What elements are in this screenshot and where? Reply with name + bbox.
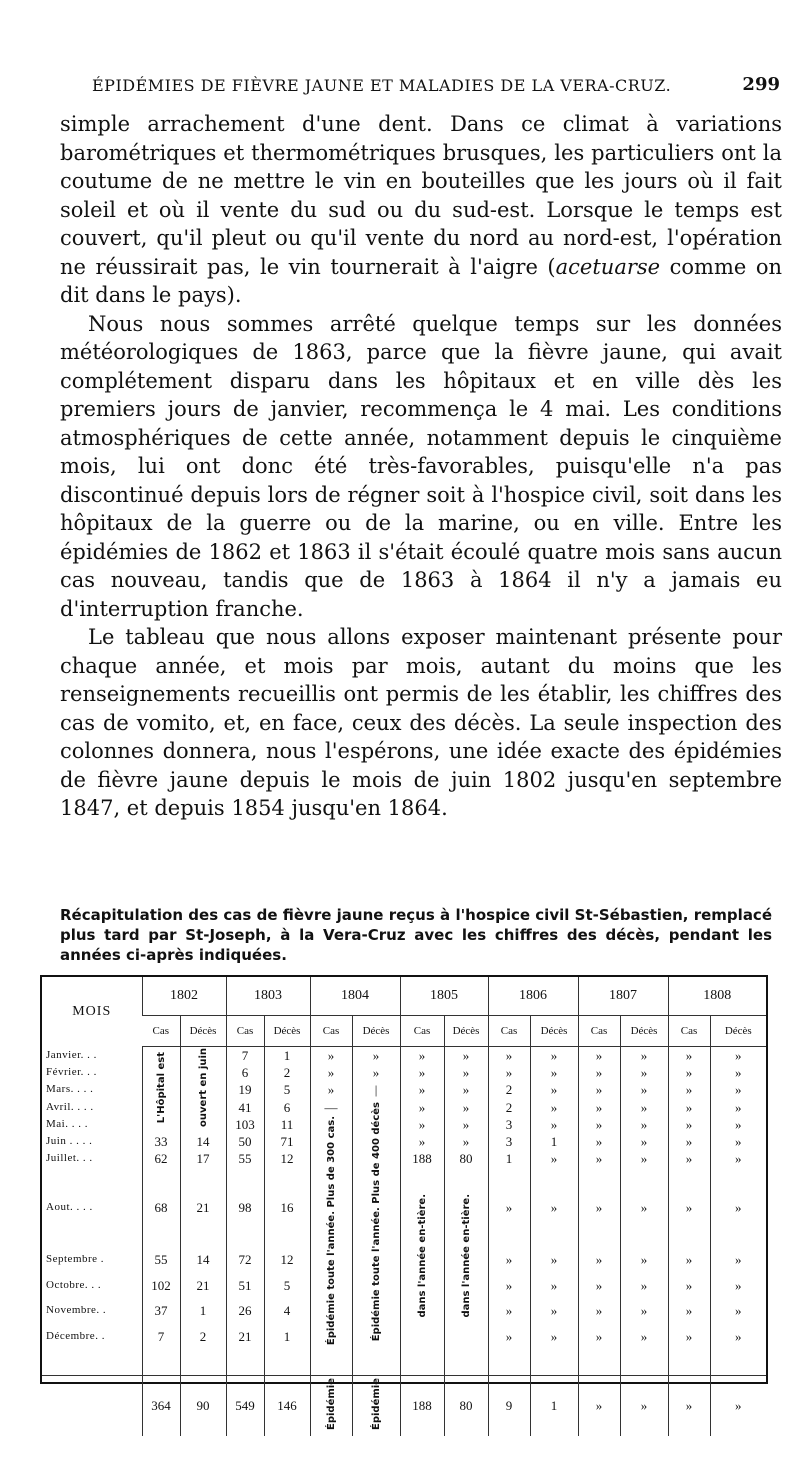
deces-1806: » xyxy=(530,1298,578,1324)
year-header: 1804 xyxy=(310,977,400,1016)
cas-1802: 55 xyxy=(142,1247,180,1273)
table-row xyxy=(42,1047,766,1065)
paragraph-1-end: comme on dit dans le pays). xyxy=(60,254,782,307)
cas-1803: 98 xyxy=(226,1167,264,1247)
deces-1807: » xyxy=(620,1133,668,1150)
deces-1807: » xyxy=(620,1081,668,1098)
cas-1807: » xyxy=(578,1150,620,1167)
month-label: Mai. . . . xyxy=(46,1117,88,1130)
cas-header: Cas xyxy=(668,1016,710,1047)
deces-header: Décès xyxy=(620,1016,668,1047)
cas-1804: » xyxy=(310,1047,352,1065)
deces-1807: » xyxy=(620,1247,668,1273)
table-row xyxy=(42,1150,766,1167)
cas-1807: » xyxy=(578,1272,620,1298)
epidemic-note-1804-deces-cell xyxy=(352,1099,400,1349)
year-header: 1803 xyxy=(226,977,310,1016)
deces-1808: » xyxy=(710,1247,766,1273)
month-label: Mars. . . . xyxy=(46,1083,94,1096)
cas-1805: » xyxy=(400,1064,444,1081)
deces-1802: 17 xyxy=(180,1150,226,1167)
deces-1805: » xyxy=(444,1047,488,1065)
cas-1804: — xyxy=(310,1099,352,1116)
cas-header: Cas xyxy=(310,1016,352,1047)
deces-1802: 14 xyxy=(180,1133,226,1150)
cas-1808: » xyxy=(668,1133,710,1150)
paragraph-1-text: simple arrachement d'une dent. Dans ce climat à variations barométriques et thermométriques brusques, les particuliers ont la coutume de ne mettre le vin en bouteilles que les jours où il fait soleil et où il vente du sud ou du sud-est. Lorsque le temps est couvert, qu'il pleut ou qu'il vente du nord au nord-est, l'opération ne réussirait pas, le vin tournerait à l'aigre ( xyxy=(60,112,782,279)
deces-1807: » xyxy=(620,1298,668,1324)
year-header: 1806 xyxy=(488,977,578,1016)
deces-1807: » xyxy=(620,1064,668,1081)
deces-1806: » xyxy=(530,1167,578,1247)
cas-1808: » xyxy=(668,1116,710,1133)
cas-1808: » xyxy=(668,1047,710,1065)
paragraph-3: Le tableau que nous allons exposer maintenant présente pour chaque année, et mois par mois, autant du moins que les renseignements recueillis ont permis de les établir, les chiffres des cas de vomito, et, en face, ceux des décès. La seule inspection des colonnes donnera, nous l'espérons, une idée exacte des épidémies de fièvre jaune depuis le mois de juin 1802 jusqu'en septembre 1847, et depuis 1854 jusqu'en 1864. xyxy=(60,625,782,820)
deces-1808: » xyxy=(710,1133,766,1150)
cas-1802: 68 xyxy=(142,1167,180,1247)
deces-1802: 21 xyxy=(180,1167,226,1247)
deces-1803: 4 xyxy=(264,1298,310,1324)
sub-header-row xyxy=(42,1016,766,1047)
deces-1808: » xyxy=(710,1099,766,1116)
empty-cell xyxy=(226,1349,264,1376)
cas-1807: » xyxy=(578,1133,620,1150)
deces-1802: 14 xyxy=(180,1247,226,1273)
deces-1802: 21 xyxy=(180,1272,226,1298)
data-table-frame xyxy=(40,975,768,1430)
deces-1808: » xyxy=(710,1047,766,1065)
epidemic-note-1804-cas: Épidémie toute l'année. Plus de 300 cas. xyxy=(325,1115,337,1345)
deces-1807: » xyxy=(620,1150,668,1167)
totals-label xyxy=(42,1375,142,1436)
total-cas-1807: » xyxy=(578,1375,620,1436)
total-cas-1808: » xyxy=(668,1375,710,1436)
cas-1802: 37 xyxy=(142,1298,180,1324)
deces-1804: » xyxy=(352,1047,400,1065)
deces-1805: » xyxy=(444,1099,488,1116)
opening-note: ouvert en juin xyxy=(197,1048,209,1128)
opening-note-cell xyxy=(180,1047,226,1133)
table-row xyxy=(42,1167,766,1247)
empty-cell xyxy=(710,1349,766,1376)
empty-cell xyxy=(142,1349,180,1376)
cas-1807: » xyxy=(578,1323,620,1349)
deces-header: Décès xyxy=(444,1016,488,1047)
cas-1803: 26 xyxy=(226,1298,264,1324)
epidemic-note-1804-cas-cell xyxy=(310,1116,352,1349)
deces-1806: » xyxy=(530,1047,578,1065)
year-header: 1802 xyxy=(142,977,226,1016)
empty-cell xyxy=(352,1349,400,1376)
cas-1806: » xyxy=(488,1323,530,1349)
body-text xyxy=(60,110,782,823)
empty-cell xyxy=(400,1349,444,1376)
table-row xyxy=(42,1133,766,1150)
deces-1806: » xyxy=(530,1064,578,1081)
deces-1808: » xyxy=(710,1167,766,1247)
cas-1807: » xyxy=(578,1099,620,1116)
cas-1807: » xyxy=(578,1298,620,1324)
month-label: Juin . . . . xyxy=(46,1135,93,1148)
deces-1808: » xyxy=(710,1323,766,1349)
total-deces-1803: 146 xyxy=(264,1375,310,1436)
deces-1806: » xyxy=(530,1272,578,1298)
cas-1806: 2 xyxy=(488,1099,530,1116)
cas-1802: 62 xyxy=(142,1150,180,1167)
cas-1803: 41 xyxy=(226,1099,264,1116)
cas-1806: » xyxy=(488,1047,530,1065)
year-note-1805-deces: dans l'année en-tière. xyxy=(460,1194,472,1318)
cas-1808: » xyxy=(668,1081,710,1098)
total-deces-1808: » xyxy=(710,1375,766,1436)
cas-1803: 103 xyxy=(226,1116,264,1133)
total-deces-1807: » xyxy=(620,1375,668,1436)
total-deces-1805: 80 xyxy=(444,1375,488,1436)
cas-1803: 51 xyxy=(226,1272,264,1298)
deces-1803: 1 xyxy=(264,1047,310,1065)
epidemic-note-1804-deces: Épidémie toute l'année. Plus de 400 décès xyxy=(370,1102,382,1342)
cas-1807: » xyxy=(578,1047,620,1065)
deces-1807: » xyxy=(620,1116,668,1133)
deces-1803: 16 xyxy=(264,1167,310,1247)
empty-cell xyxy=(620,1349,668,1376)
cas-1806: » xyxy=(488,1272,530,1298)
year-note-1805-deces-cell xyxy=(444,1167,488,1349)
cas-1808: » xyxy=(668,1272,710,1298)
page-number: 299 xyxy=(742,74,780,95)
empty-cell xyxy=(42,1349,142,1376)
hospital-note-cell xyxy=(142,1047,180,1133)
cas-1808: » xyxy=(668,1298,710,1324)
deces-header: Décès xyxy=(352,1016,400,1047)
cas-1807: » xyxy=(578,1116,620,1133)
data-table xyxy=(42,977,766,1436)
deces-1803: 12 xyxy=(264,1247,310,1273)
cas-1806: » xyxy=(488,1064,530,1081)
deces-header: Décès xyxy=(264,1016,310,1047)
deces-1808: » xyxy=(710,1081,766,1098)
cas-1806: 2 xyxy=(488,1081,530,1098)
deces-1803: 6 xyxy=(264,1099,310,1116)
deces-header: Décès xyxy=(180,1016,226,1047)
italic-term: acetuarse xyxy=(555,254,661,279)
cas-1807: » xyxy=(578,1064,620,1081)
deces-1808: » xyxy=(710,1272,766,1298)
deces-1808: » xyxy=(710,1064,766,1081)
month-label: Aout. . . . xyxy=(46,1200,93,1213)
deces-1806: » xyxy=(530,1247,578,1273)
spacer-row xyxy=(42,1349,766,1376)
cas-1808: » xyxy=(668,1323,710,1349)
deces-1803: 12 xyxy=(264,1150,310,1167)
empty-cell xyxy=(578,1349,620,1376)
deces-1806: » xyxy=(530,1116,578,1133)
cas-1807: » xyxy=(578,1167,620,1247)
empty-cell xyxy=(530,1349,578,1376)
cas-1805: » xyxy=(400,1099,444,1116)
cas-1805: » xyxy=(400,1047,444,1065)
running-title: ÉPIDÉMIES DE FIÈVRE JAUNE ET MALADIES DE LA VERA-CRUZ. xyxy=(92,76,672,95)
cas-1807: » xyxy=(578,1247,620,1273)
cas-1803: 19 xyxy=(226,1081,264,1098)
cas-1805-total: 188 xyxy=(400,1150,444,1167)
cas-1804: » xyxy=(310,1081,352,1098)
total-cas-1805: 188 xyxy=(400,1375,444,1436)
deces-1807: » xyxy=(620,1047,668,1065)
total-cas-1804-cell xyxy=(310,1375,352,1436)
deces-1804: | xyxy=(352,1081,400,1098)
hospital-note: L'Hôpital est xyxy=(155,1052,167,1124)
cas-1808: » xyxy=(668,1099,710,1116)
total-deces-1802: 90 xyxy=(180,1375,226,1436)
cas-1803: 21 xyxy=(226,1323,264,1349)
total-cas-1806: 9 xyxy=(488,1375,530,1436)
cas-header: Cas xyxy=(400,1016,444,1047)
deces-1803: 2 xyxy=(264,1064,310,1081)
deces-1803: 1 xyxy=(264,1323,310,1349)
month-label: Octobre. . . xyxy=(46,1278,102,1291)
cas-1805: » xyxy=(400,1116,444,1133)
cas-1806: » xyxy=(488,1298,530,1324)
total-deces-1804-cell xyxy=(352,1375,400,1436)
cas-1803: 55 xyxy=(226,1150,264,1167)
month-label: Février. . . xyxy=(46,1066,97,1079)
deces-header: Décès xyxy=(710,1016,766,1047)
empty-cell xyxy=(444,1349,488,1376)
month-label: Septembre . xyxy=(46,1253,105,1266)
cas-1806: 3 xyxy=(488,1133,530,1150)
cas-1808: » xyxy=(668,1150,710,1167)
empty-cell xyxy=(668,1349,710,1376)
deces-1805: » xyxy=(444,1064,488,1081)
cas-header: Cas xyxy=(488,1016,530,1047)
totals-row xyxy=(42,1375,766,1436)
deces-1806: » xyxy=(530,1081,578,1098)
deces-1804: » xyxy=(352,1064,400,1081)
paragraph-1 xyxy=(60,110,782,310)
cas-1808: » xyxy=(668,1247,710,1273)
cas-1803: 7 xyxy=(226,1047,264,1065)
year-header: 1807 xyxy=(578,977,668,1016)
table-caption: Récapitulation des cas de fièvre jaune reçus à l'hospice civil St-Sébastien, remplacé plus tard par St-Joseph, à la Vera-Cruz avec les chiffres des décès, pendant les années ci-après indiquées. xyxy=(60,906,772,964)
total-cas-1804: Épidémie xyxy=(325,1377,337,1430)
mois-header: MOIS xyxy=(72,1003,112,1019)
year-header: 1808 xyxy=(668,977,766,1016)
year-note-1805-cas: dans l'année en-tière. xyxy=(416,1194,428,1318)
table-body xyxy=(42,1047,766,1436)
month-label: Décembre. . xyxy=(46,1329,105,1342)
deces-1803: 11 xyxy=(264,1116,310,1133)
cas-1808: » xyxy=(668,1064,710,1081)
deces-1807: » xyxy=(620,1099,668,1116)
deces-1806: » xyxy=(530,1150,578,1167)
deces-1805: » xyxy=(444,1116,488,1133)
cas-1805: » xyxy=(400,1081,444,1098)
deces-1808: » xyxy=(710,1298,766,1324)
deces-1807: » xyxy=(620,1323,668,1349)
cas-1808: » xyxy=(668,1167,710,1247)
cas-1803: 72 xyxy=(226,1247,264,1273)
cas-1806: » xyxy=(488,1247,530,1273)
cas-1803: 50 xyxy=(226,1133,264,1150)
total-cas-1802: 364 xyxy=(142,1375,180,1436)
empty-cell xyxy=(180,1349,226,1376)
cas-1806: » xyxy=(488,1167,530,1247)
empty-cell xyxy=(310,1349,352,1376)
deces-1806: » xyxy=(530,1099,578,1116)
deces-1807: » xyxy=(620,1167,668,1247)
deces-1806: 1 xyxy=(530,1133,578,1150)
total-deces-1804: Épidémie xyxy=(370,1377,382,1430)
month-label: Janvier. . . xyxy=(46,1048,97,1061)
cas-header: Cas xyxy=(578,1016,620,1047)
running-header xyxy=(60,70,780,106)
deces-1808: » xyxy=(710,1116,766,1133)
cas-1802: 102 xyxy=(142,1272,180,1298)
deces-1805: » xyxy=(444,1081,488,1098)
deces-header: Décès xyxy=(530,1016,578,1047)
cas-1806: 1 xyxy=(488,1150,530,1167)
empty-cell xyxy=(264,1349,310,1376)
month-label: Avril. . . . xyxy=(46,1100,94,1113)
deces-1802: 2 xyxy=(180,1323,226,1349)
cas-1802: 33 xyxy=(142,1133,180,1150)
deces-1803: 5 xyxy=(264,1272,310,1298)
month-label: Novembre. . xyxy=(46,1304,107,1317)
deces-1803: 5 xyxy=(264,1081,310,1098)
cas-1806: 3 xyxy=(488,1116,530,1133)
cas-header: Cas xyxy=(226,1016,264,1047)
deces-1802: 1 xyxy=(180,1298,226,1324)
cas-1805: » xyxy=(400,1133,444,1150)
deces-1806: » xyxy=(530,1323,578,1349)
deces-1807: » xyxy=(620,1272,668,1298)
empty-cell xyxy=(488,1349,530,1376)
total-deces-1806: 1 xyxy=(530,1375,578,1436)
cas-1803: 6 xyxy=(226,1064,264,1081)
year-header-row xyxy=(42,977,766,1016)
deces-1808: » xyxy=(710,1150,766,1167)
year-header: 1805 xyxy=(400,977,488,1016)
month-label: Juillet. . . xyxy=(46,1152,93,1165)
total-cas-1803: 549 xyxy=(226,1375,264,1436)
cas-1804: » xyxy=(310,1064,352,1081)
deces-1805: » xyxy=(444,1133,488,1150)
year-note-1805-cas-cell xyxy=(400,1167,444,1349)
cas-1802: 7 xyxy=(142,1323,180,1349)
paragraph-2: Nous nous sommes arrêté quelque temps sur les données météorologiques de 1863, parce que la fièvre jaune, qui avait complétement disparu dans les hôpitaux et en ville dès les premiers jours de janvier, recommença le 4 mai. Les conditions atmosphériques de cette année, notamment depuis le cinquième mois, lui ont donc été très-favorables, puisqu'elle n'a pas discontinué depuis lors de régner soit à l'hospice civil, soit dans les hôpitaux de la guerre ou de la marine, ou en ville. Entre les épidémies de 1862 et 1863 il s'était écoulé quatre mois sans aucun cas nouveau, tandis que de 1863 à 1864 il n'y a jamais eu d'interruption franche. xyxy=(60,311,782,621)
cas-1807: » xyxy=(578,1081,620,1098)
cas-header: Cas xyxy=(142,1016,180,1047)
deces-1803: 71 xyxy=(264,1133,310,1150)
deces-1805-total: 80 xyxy=(444,1150,488,1167)
